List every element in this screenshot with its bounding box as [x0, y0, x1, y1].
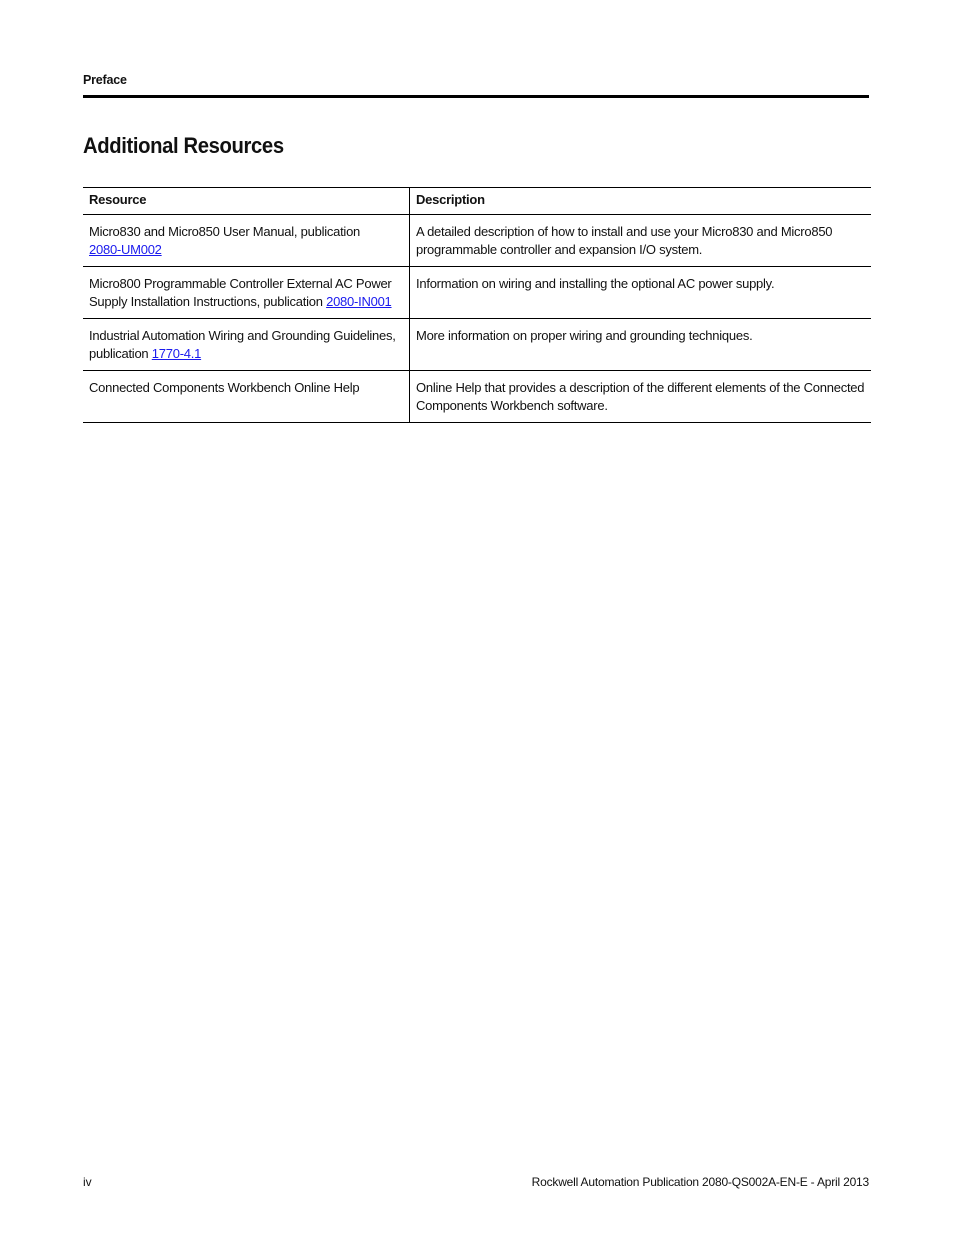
- resource-cell: [83, 267, 410, 319]
- section-label: Preface: [83, 73, 127, 87]
- table-row: [83, 267, 871, 319]
- publication-link[interactable]: 2080-UM002: [89, 241, 162, 257]
- table-header-row: [83, 188, 871, 215]
- page-title: Additional Resources: [83, 133, 284, 158]
- publication-link[interactable]: 2080-IN001: [326, 293, 392, 309]
- footer-page-number: iv: [83, 1175, 92, 1189]
- resource-cell: [83, 215, 410, 267]
- footer-publication: Rockwell Automation Publication 2080-QS002A-EN-E - April 2013: [531, 1175, 869, 1189]
- resource-text: Micro830 and Micro850 User Manual, publication: [89, 224, 361, 239]
- table-row: [83, 371, 871, 423]
- table-row: [83, 215, 871, 267]
- publication-link[interactable]: 1770-4.1: [151, 345, 202, 361]
- resources-table: [83, 187, 871, 423]
- description-cell: More information on proper wiring and grounding techniques.: [410, 319, 872, 371]
- description-cell: Information on wiring and installing the optional AC power supply.: [410, 267, 872, 319]
- resource-text: Micro800 Programmable Controller External AC Power Supply Installation Instructions, publication: [89, 276, 392, 309]
- column-header-description: Description: [410, 188, 872, 215]
- resource-text: Connected Components Workbench Online Help: [89, 380, 360, 395]
- resource-text: Industrial Automation Wiring and Grounding Guidelines, publication: [89, 328, 396, 361]
- resource-cell: [83, 371, 410, 423]
- description-cell: A detailed description of how to install and use your Micro830 and Micro850 programmable controller and expansion I/O system.: [410, 215, 872, 267]
- description-cell: Online Help that provides a description of the different elements of the Connected Components Workbench software.: [410, 371, 872, 423]
- column-header-resource: Resource: [83, 188, 410, 215]
- table-row: [83, 319, 871, 371]
- header-rule: [83, 95, 869, 98]
- resource-cell: [83, 319, 410, 371]
